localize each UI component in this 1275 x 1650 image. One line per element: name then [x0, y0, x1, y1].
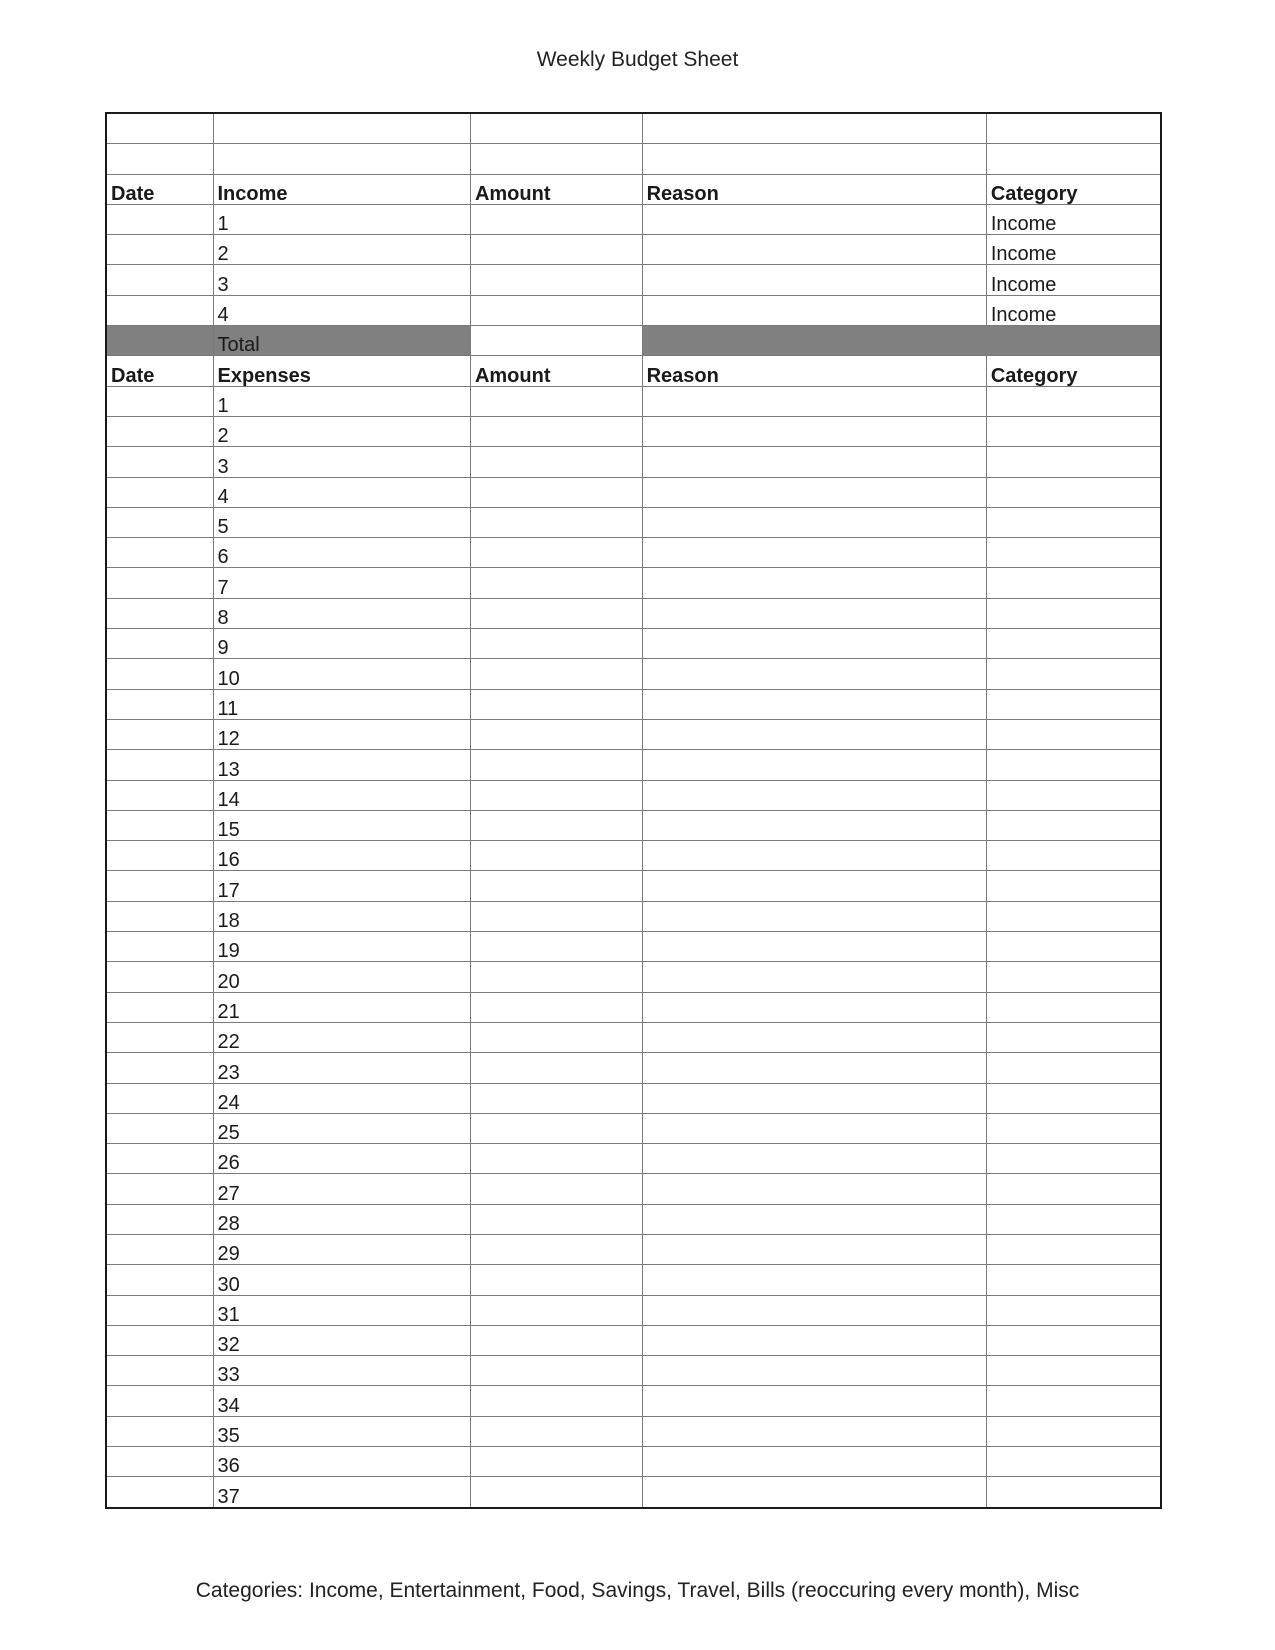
date-cell[interactable]: [106, 810, 213, 840]
date-cell[interactable]: [106, 962, 213, 992]
reason-cell[interactable]: [642, 689, 986, 719]
amount-cell[interactable]: [470, 416, 642, 446]
amount-cell[interactable]: [470, 265, 642, 295]
category-cell[interactable]: [986, 1083, 1161, 1113]
date-cell[interactable]: [106, 113, 213, 144]
income-row: [106, 235, 1161, 265]
date-cell[interactable]: [106, 1113, 213, 1143]
expense-number[interactable]: 22: [213, 1022, 470, 1052]
reason-cell[interactable]: [642, 962, 986, 992]
reason-cell[interactable]: [642, 750, 986, 780]
amount-cell[interactable]: [470, 1204, 642, 1234]
reason-header: Reason: [642, 356, 986, 386]
amount-cell[interactable]: [470, 295, 642, 325]
reason-cell[interactable]: [642, 629, 986, 659]
date-cell[interactable]: [106, 265, 213, 295]
expense-row: [106, 538, 1161, 568]
amount-cell[interactable]: [470, 871, 642, 901]
expense-row: [106, 932, 1161, 962]
reason-cell[interactable]: [642, 295, 986, 325]
expense-row: [106, 1053, 1161, 1083]
reason-cell[interactable]: [642, 1204, 986, 1234]
category-cell[interactable]: [986, 780, 1161, 810]
category-cell[interactable]: [986, 1053, 1161, 1083]
amount-header: Amount: [470, 174, 642, 204]
total-shade-cell: [106, 326, 213, 356]
expense-row: [106, 810, 1161, 840]
date-cell[interactable]: [106, 416, 213, 446]
reason-cell[interactable]: [642, 1144, 986, 1174]
category-cell[interactable]: [986, 1204, 1161, 1234]
reason-cell[interactable]: [642, 780, 986, 810]
expense-number[interactable]: 34: [213, 1386, 470, 1416]
income-number[interactable]: 2: [213, 235, 470, 265]
income-number[interactable]: 1: [213, 204, 470, 234]
reason-cell[interactable]: [642, 598, 986, 628]
date-cell[interactable]: [106, 1265, 213, 1295]
amount-cell[interactable]: [470, 689, 642, 719]
date-cell[interactable]: [106, 871, 213, 901]
total-shade-cell: [642, 326, 1161, 356]
date-cell[interactable]: [106, 901, 213, 931]
amount-cell[interactable]: [470, 901, 642, 931]
total-label: Total: [213, 326, 470, 356]
date-cell[interactable]: [106, 507, 213, 537]
date-cell[interactable]: [106, 1234, 213, 1264]
date-header: Date: [106, 174, 213, 204]
amount-cell[interactable]: [470, 568, 642, 598]
date-cell[interactable]: [106, 568, 213, 598]
category-cell[interactable]: [986, 1416, 1161, 1446]
expense-number[interactable]: 5: [213, 507, 470, 537]
date-cell[interactable]: [106, 1447, 213, 1477]
category-cell[interactable]: [986, 538, 1161, 568]
expense-number[interactable]: 30: [213, 1265, 470, 1295]
date-cell[interactable]: [106, 1174, 213, 1204]
date-cell[interactable]: [106, 1204, 213, 1234]
reason-cell[interactable]: [642, 386, 986, 416]
category-cell[interactable]: [986, 416, 1161, 446]
date-cell[interactable]: [106, 1053, 213, 1083]
category-cell[interactable]: [986, 598, 1161, 628]
expense-row: [106, 477, 1161, 507]
amount-cell[interactable]: [470, 780, 642, 810]
amount-cell[interactable]: [470, 204, 642, 234]
expense-row: [106, 1295, 1161, 1325]
expense-row: [106, 568, 1161, 598]
expense-row: [106, 841, 1161, 871]
blank-row: [106, 144, 1161, 174]
date-cell[interactable]: [106, 538, 213, 568]
expense-number[interactable]: 4: [213, 477, 470, 507]
expense-row: [106, 1234, 1161, 1264]
expense-row: [106, 1113, 1161, 1143]
category-cell[interactable]: [986, 1234, 1161, 1264]
amount-cell[interactable]: [470, 1325, 642, 1355]
category-cell[interactable]: [986, 1295, 1161, 1325]
category-cell[interactable]: [986, 1174, 1161, 1204]
amount-cell[interactable]: [470, 538, 642, 568]
expense-row: [106, 1356, 1161, 1386]
expense-number[interactable]: 2: [213, 416, 470, 446]
date-cell[interactable]: [106, 992, 213, 1022]
amount-cell[interactable]: [470, 598, 642, 628]
amount-cell[interactable]: [470, 1447, 642, 1477]
reason-cell[interactable]: [642, 507, 986, 537]
amount-cell[interactable]: [470, 1113, 642, 1143]
reason-cell[interactable]: [642, 841, 986, 871]
expense-row: [106, 750, 1161, 780]
category-cell[interactable]: [986, 689, 1161, 719]
reason-cell[interactable]: [642, 1174, 986, 1204]
expense-number[interactable]: 10: [213, 659, 470, 689]
amount-header: Amount: [470, 356, 642, 386]
date-cell[interactable]: [106, 780, 213, 810]
expense-row: [106, 1325, 1161, 1355]
date-cell[interactable]: [106, 144, 213, 174]
category-cell[interactable]: [986, 447, 1161, 477]
reason-cell[interactable]: [642, 719, 986, 749]
expense-number[interactable]: 21: [213, 992, 470, 1022]
item-cell[interactable]: [213, 113, 470, 144]
date-cell[interactable]: [106, 477, 213, 507]
expense-number[interactable]: 19: [213, 932, 470, 962]
category-cell[interactable]: [986, 1356, 1161, 1386]
category-cell[interactable]: [986, 932, 1161, 962]
reason-cell[interactable]: [642, 1265, 986, 1295]
category-cell[interactable]: [986, 1325, 1161, 1355]
amount-cell[interactable]: [470, 235, 642, 265]
expense-number[interactable]: 6: [213, 538, 470, 568]
amount-cell[interactable]: [470, 992, 642, 1022]
amount-cell[interactable]: [470, 659, 642, 689]
category-cell[interactable]: [986, 1144, 1161, 1174]
category-header: Category: [986, 356, 1161, 386]
reason-cell[interactable]: [642, 144, 986, 174]
reason-cell[interactable]: [642, 1053, 986, 1083]
amount-cell[interactable]: [470, 144, 642, 174]
date-cell[interactable]: [106, 841, 213, 871]
reason-cell[interactable]: [642, 447, 986, 477]
expense-number[interactable]: 7: [213, 568, 470, 598]
amount-cell[interactable]: [470, 1416, 642, 1446]
category-cell[interactable]: Income: [986, 204, 1161, 234]
category-cell[interactable]: [986, 719, 1161, 749]
reason-cell[interactable]: [642, 1447, 986, 1477]
date-cell[interactable]: [106, 386, 213, 416]
category-cell[interactable]: [986, 386, 1161, 416]
reason-cell[interactable]: [642, 659, 986, 689]
amount-cell[interactable]: [470, 1477, 642, 1508]
category-cell[interactable]: Income: [986, 265, 1161, 295]
category-cell[interactable]: [986, 629, 1161, 659]
total-amount-cell[interactable]: [470, 326, 642, 356]
date-cell[interactable]: [106, 1356, 213, 1386]
reason-header: Reason: [642, 174, 986, 204]
amount-cell[interactable]: [470, 1356, 642, 1386]
reason-cell[interactable]: [642, 1113, 986, 1143]
amount-cell[interactable]: [470, 1053, 642, 1083]
expense-row: [106, 416, 1161, 446]
category-cell[interactable]: [986, 1113, 1161, 1143]
expense-row: [106, 871, 1161, 901]
expense-number[interactable]: 15: [213, 810, 470, 840]
expense-number[interactable]: 37: [213, 1477, 470, 1508]
page-title: Weekly Budget Sheet: [536, 48, 739, 71]
reason-cell[interactable]: [642, 871, 986, 901]
expense-row: [106, 1022, 1161, 1052]
expense-row: [106, 629, 1161, 659]
reason-cell[interactable]: [642, 1022, 986, 1052]
reason-cell[interactable]: [642, 901, 986, 931]
expense-row: [106, 1204, 1161, 1234]
income-number[interactable]: 4: [213, 295, 470, 325]
expense-number[interactable]: 31: [213, 1295, 470, 1325]
category-cell[interactable]: Income: [986, 295, 1161, 325]
date-cell[interactable]: [106, 1295, 213, 1325]
expense-number[interactable]: 9: [213, 629, 470, 659]
reason-cell[interactable]: [642, 992, 986, 1022]
amount-cell[interactable]: [470, 1386, 642, 1416]
category-cell[interactable]: [986, 144, 1161, 174]
category-cell[interactable]: [986, 568, 1161, 598]
income-header: Income: [213, 174, 470, 204]
expense-row: [106, 780, 1161, 810]
expense-number[interactable]: 13: [213, 750, 470, 780]
income-row: [106, 204, 1161, 234]
amount-cell[interactable]: [470, 1022, 642, 1052]
date-cell[interactable]: [106, 204, 213, 234]
amount-cell[interactable]: [470, 113, 642, 144]
income-total-row: [106, 326, 1161, 356]
reason-cell[interactable]: [642, 932, 986, 962]
expense-row: [106, 507, 1161, 537]
amount-cell[interactable]: [470, 507, 642, 537]
expense-row: [106, 1083, 1161, 1113]
category-cell[interactable]: [986, 1386, 1161, 1416]
date-cell[interactable]: [106, 295, 213, 325]
date-cell[interactable]: [106, 689, 213, 719]
expense-row: [106, 1416, 1161, 1446]
category-cell[interactable]: [986, 1265, 1161, 1295]
amount-cell[interactable]: [470, 810, 642, 840]
reason-cell[interactable]: [642, 1295, 986, 1325]
amount-cell[interactable]: [470, 1265, 642, 1295]
income-row: [106, 265, 1161, 295]
expense-number[interactable]: 23: [213, 1053, 470, 1083]
expense-number[interactable]: 27: [213, 1174, 470, 1204]
expense-number[interactable]: 16: [213, 841, 470, 871]
reason-cell[interactable]: [642, 235, 986, 265]
category-cell[interactable]: [986, 962, 1161, 992]
reason-cell[interactable]: [642, 1416, 986, 1446]
expense-number[interactable]: 24: [213, 1083, 470, 1113]
amount-cell[interactable]: [470, 1295, 642, 1325]
reason-cell[interactable]: [642, 538, 986, 568]
amount-cell[interactable]: [470, 750, 642, 780]
blank-row: [106, 113, 1161, 144]
reason-cell[interactable]: [642, 113, 986, 144]
date-cell[interactable]: [106, 447, 213, 477]
expense-number[interactable]: 12: [213, 719, 470, 749]
category-cell[interactable]: [986, 477, 1161, 507]
reason-cell[interactable]: [642, 416, 986, 446]
date-cell[interactable]: [106, 1144, 213, 1174]
expense-row: [106, 447, 1161, 477]
amount-cell[interactable]: [470, 629, 642, 659]
expense-number[interactable]: 32: [213, 1325, 470, 1355]
category-cell[interactable]: [986, 507, 1161, 537]
item-cell[interactable]: [213, 144, 470, 174]
date-cell[interactable]: [106, 750, 213, 780]
expense-row: [106, 1174, 1161, 1204]
reason-cell[interactable]: [642, 1477, 986, 1508]
reason-cell[interactable]: [642, 1386, 986, 1416]
income-number[interactable]: 3: [213, 265, 470, 295]
expense-number[interactable]: 28: [213, 1204, 470, 1234]
reason-cell[interactable]: [642, 810, 986, 840]
expense-number[interactable]: 17: [213, 871, 470, 901]
category-cell[interactable]: [986, 810, 1161, 840]
expense-number[interactable]: 18: [213, 901, 470, 931]
category-cell[interactable]: [986, 1477, 1161, 1508]
expense-row: [106, 659, 1161, 689]
expense-number[interactable]: 29: [213, 1234, 470, 1264]
expense-number[interactable]: 11: [213, 689, 470, 719]
amount-cell[interactable]: [470, 1083, 642, 1113]
expense-number[interactable]: 33: [213, 1356, 470, 1386]
date-cell[interactable]: [106, 1022, 213, 1052]
expense-number[interactable]: 20: [213, 962, 470, 992]
date-cell[interactable]: [106, 235, 213, 265]
amount-cell[interactable]: [470, 719, 642, 749]
expense-row: [106, 689, 1161, 719]
reason-cell[interactable]: [642, 204, 986, 234]
amount-cell[interactable]: [470, 447, 642, 477]
expense-row: [106, 598, 1161, 628]
expense-row: [106, 962, 1161, 992]
income-header-row: [106, 174, 1161, 204]
amount-cell[interactable]: [470, 962, 642, 992]
reason-cell[interactable]: [642, 1083, 986, 1113]
reason-cell[interactable]: [642, 1234, 986, 1264]
expense-number[interactable]: 1: [213, 386, 470, 416]
expenses-header: Expenses: [213, 356, 470, 386]
expenses-header-row: [106, 356, 1161, 386]
date-cell[interactable]: [106, 932, 213, 962]
expense-number[interactable]: 14: [213, 780, 470, 810]
reason-cell[interactable]: [642, 477, 986, 507]
date-header: Date: [106, 356, 213, 386]
category-cell[interactable]: [986, 1447, 1161, 1477]
category-cell[interactable]: Income: [986, 235, 1161, 265]
date-cell[interactable]: [106, 1083, 213, 1113]
category-cell[interactable]: [986, 871, 1161, 901]
reason-cell[interactable]: [642, 265, 986, 295]
amount-cell[interactable]: [470, 1174, 642, 1204]
category-cell[interactable]: [986, 901, 1161, 931]
expense-number[interactable]: 26: [213, 1144, 470, 1174]
amount-cell[interactable]: [470, 1234, 642, 1264]
expense-row: [106, 719, 1161, 749]
categories-footer: Categories: Income, Entertainment, Food, Savings, Travel, Bills (reoccuring every month), Misc: [195, 1579, 1080, 1602]
expense-number[interactable]: 36: [213, 1447, 470, 1477]
expense-row: [106, 386, 1161, 416]
reason-cell[interactable]: [642, 1356, 986, 1386]
category-cell[interactable]: [986, 750, 1161, 780]
date-cell[interactable]: [106, 719, 213, 749]
amount-cell[interactable]: [470, 477, 642, 507]
category-cell[interactable]: [986, 113, 1161, 144]
date-cell[interactable]: [106, 1477, 213, 1508]
expense-row: [106, 992, 1161, 1022]
expense-row: [106, 1144, 1161, 1174]
expense-row: [106, 1386, 1161, 1416]
budget-table: [105, 112, 1162, 1509]
amount-cell[interactable]: [470, 841, 642, 871]
category-cell[interactable]: [986, 659, 1161, 689]
expense-number[interactable]: 35: [213, 1416, 470, 1446]
category-cell[interactable]: [986, 992, 1161, 1022]
income-row: [106, 295, 1161, 325]
date-cell[interactable]: [106, 659, 213, 689]
expense-row: [106, 901, 1161, 931]
reason-cell[interactable]: [642, 568, 986, 598]
category-header: Category: [986, 174, 1161, 204]
expense-row: [106, 1447, 1161, 1477]
amount-cell[interactable]: [470, 932, 642, 962]
date-cell[interactable]: [106, 629, 213, 659]
date-cell[interactable]: [106, 598, 213, 628]
expense-number[interactable]: 25: [213, 1113, 470, 1143]
reason-cell[interactable]: [642, 1325, 986, 1355]
category-cell[interactable]: [986, 1022, 1161, 1052]
expense-number[interactable]: 8: [213, 598, 470, 628]
expense-row: [106, 1477, 1161, 1508]
amount-cell[interactable]: [470, 1144, 642, 1174]
expense-row: [106, 1265, 1161, 1295]
date-cell[interactable]: [106, 1416, 213, 1446]
date-cell[interactable]: [106, 1386, 213, 1416]
date-cell[interactable]: [106, 1325, 213, 1355]
expense-number[interactable]: 3: [213, 447, 470, 477]
amount-cell[interactable]: [470, 386, 642, 416]
category-cell[interactable]: [986, 841, 1161, 871]
